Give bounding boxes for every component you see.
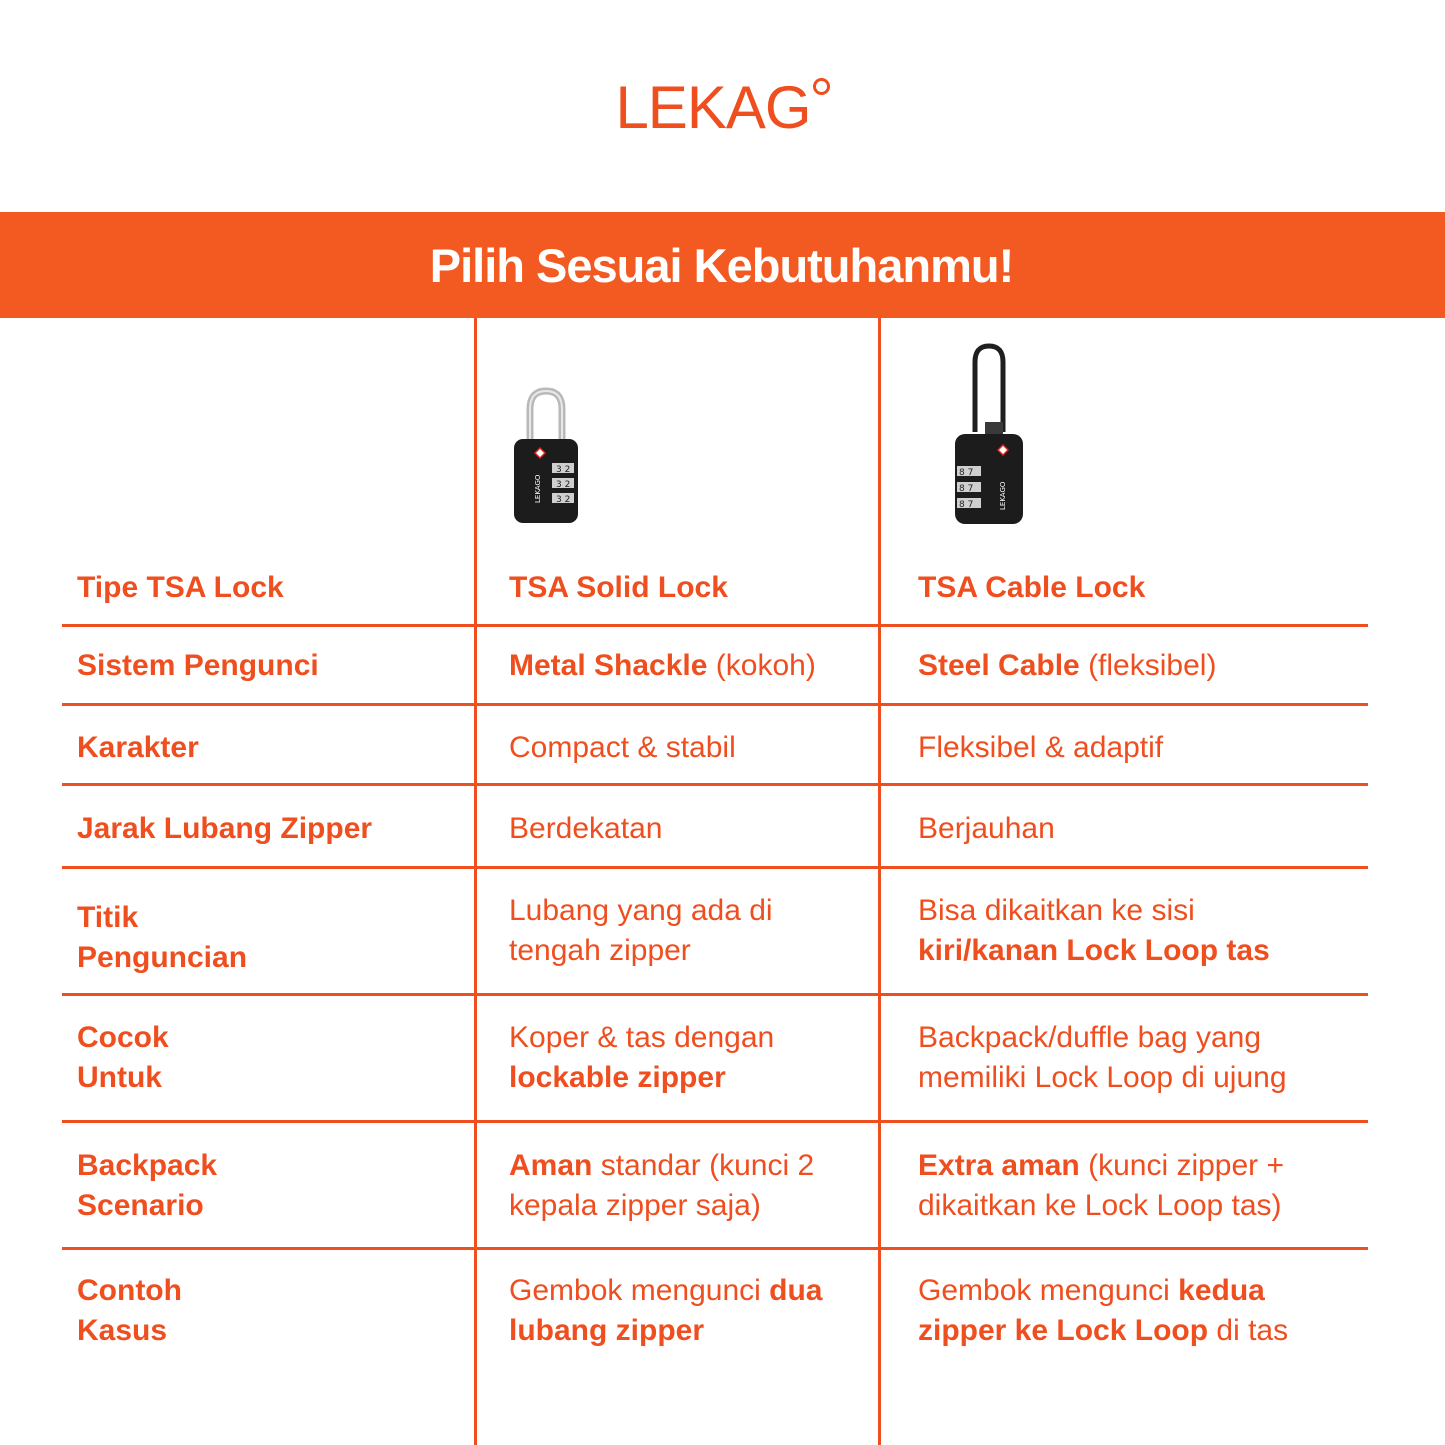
dial-digit: 3 2 bbox=[556, 465, 571, 475]
row-divider bbox=[62, 866, 1368, 869]
padlock-cable-icon bbox=[953, 342, 1025, 528]
row-label-character: Karakter bbox=[77, 731, 199, 764]
cell-cable-example-case: Gembok mengunci kedua zipper ke Lock Loop di tas bbox=[918, 1274, 1289, 1347]
cell-solid-backpack-scenario: Aman standar (kunci 2 kepala zipper saja) bbox=[509, 1149, 815, 1222]
title-banner bbox=[0, 212, 1445, 318]
cell-solid-zipper-distance: Berdekatan bbox=[509, 812, 663, 845]
cell-cable-zipper-distance: Berjauhan bbox=[918, 812, 1055, 845]
cell-cable-suitable-for: Backpack/duffle bag yang memiliki Lock Loop di ujung bbox=[918, 1021, 1287, 1094]
dial-digit: 3 2 bbox=[556, 495, 571, 505]
row-label-example-case: Contoh Kasus bbox=[77, 1274, 182, 1347]
logo-ring-icon bbox=[813, 78, 830, 95]
cell-solid-example-case: Gembok mengunci dua lubang zipper bbox=[509, 1274, 823, 1347]
cell-cable-locking-system: Steel Cable (fleksibel) bbox=[918, 649, 1217, 682]
cell-solid-locking-point: Lubang yang ada di tengah zipper bbox=[509, 894, 773, 967]
lock-brand-text: LEKAGO bbox=[999, 481, 1007, 510]
col-header-solid-lock: TSA Solid Lock bbox=[509, 571, 728, 604]
row-label-locking-point: Titik Penguncian bbox=[77, 901, 248, 974]
dial-digit: 8 7 bbox=[959, 484, 974, 494]
logo-text: LEKAG bbox=[615, 74, 811, 141]
row-divider bbox=[62, 1120, 1368, 1123]
row-label-lock-type: Tipe TSA Lock bbox=[77, 571, 284, 604]
row-divider bbox=[62, 993, 1368, 996]
cell-solid-suitable-for: Koper & tas dengan lockable zipper bbox=[509, 1021, 775, 1094]
brand-logo bbox=[0, 68, 1445, 148]
dial-digit: 8 7 bbox=[959, 468, 974, 478]
lock-brand-text: LEKAGO bbox=[534, 474, 542, 503]
row-divider bbox=[62, 624, 1368, 627]
dial-digit: 8 7 bbox=[959, 500, 974, 510]
cell-solid-character: Compact & stabil bbox=[509, 731, 736, 764]
row-label-zipper-distance: Jarak Lubang Zipper bbox=[77, 812, 373, 845]
cell-cable-backpack-scenario: Extra aman (kunci zipper + dikaitkan ke Lock Loop tas) bbox=[918, 1149, 1285, 1222]
row-divider bbox=[62, 783, 1368, 786]
row-divider bbox=[62, 703, 1368, 706]
column-divider-1 bbox=[474, 318, 477, 1445]
row-label-suitable-for: Cocok Untuk bbox=[77, 1021, 169, 1094]
cell-cable-locking-point: Bisa dikaitkan ke sisi kiri/kanan Lock Loop tas bbox=[918, 894, 1270, 967]
row-divider bbox=[62, 1247, 1368, 1250]
cell-solid-locking-system: Metal Shackle (kokoh) bbox=[509, 649, 816, 682]
padlock-shackle-icon bbox=[512, 387, 580, 527]
col-header-cable-lock: TSA Cable Lock bbox=[918, 571, 1146, 604]
column-divider-2 bbox=[878, 318, 881, 1445]
dial-digit: 3 2 bbox=[556, 480, 571, 490]
banner-title: Pilih Sesuai Kebutuhanmu! bbox=[429, 238, 1014, 292]
row-label-backpack-scenario: Backpack Scenario bbox=[77, 1149, 218, 1222]
row-label-locking-system: Sistem Pengunci bbox=[77, 649, 319, 682]
cell-cable-character: Fleksibel & adaptif bbox=[918, 731, 1164, 764]
